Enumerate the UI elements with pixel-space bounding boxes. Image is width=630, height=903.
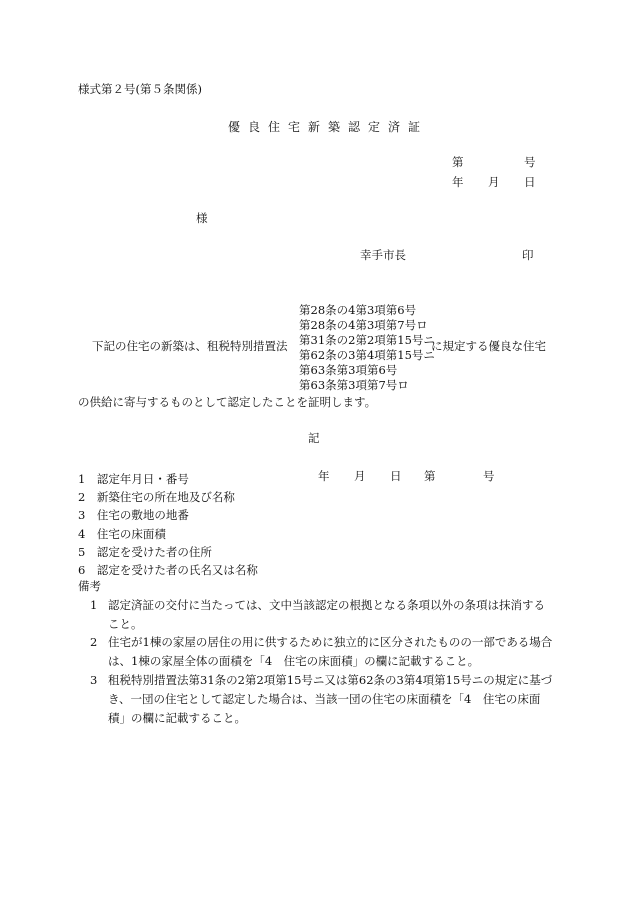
conditions-list bbox=[299, 303, 435, 393]
item1-hi: 日 bbox=[390, 469, 402, 483]
item-6: 6 認定を受けた者の氏名又は名称 bbox=[78, 563, 258, 577]
page-title: 優良住宅新築認定済証 bbox=[228, 120, 429, 134]
form-label: 様式第２号(第５条関係) bbox=[78, 82, 202, 96]
body-continuation: の供給に寄与するものとして認定したことを証明します。 bbox=[78, 395, 377, 409]
body-suffix: に規定する優良な住宅 bbox=[431, 339, 546, 353]
date-tsuki: 月 bbox=[488, 175, 500, 189]
remark-num: 1 bbox=[90, 598, 98, 612]
item-2: 2 新築住宅の所在地及び名称 bbox=[78, 490, 235, 504]
number-go: 号 bbox=[524, 155, 536, 169]
item-1: 1 認定年月日・番号 bbox=[78, 472, 189, 486]
condition-item: 第31条の2第2項第15号ニ bbox=[299, 333, 435, 347]
ki-heading: 記 bbox=[308, 431, 320, 445]
number-dai: 第 bbox=[452, 155, 464, 169]
item-4: 4 住宅の床面積 bbox=[78, 527, 166, 541]
item-3: 3 住宅の敷地の地番 bbox=[78, 508, 189, 522]
issuer: 幸手市長 bbox=[360, 248, 406, 262]
item1-tsuki: 月 bbox=[354, 469, 366, 483]
addressee-suffix: 様 bbox=[196, 211, 208, 225]
remark-text: 租税特別措置法第31条の2第2項第15号ニ又は第62条の3第4項第15号ニの規定に基づき、一団の住宅として認定した場合は、当該一団の住宅の床面積を「4 住宅の床面積」の欄に記載すること。 bbox=[108, 673, 553, 725]
remark-text: 住宅が1棟の家屋の居住の用に供するために独立的に区分されたものの一部である場合は、1棟の家屋全体の面積を「4 住宅の床面積」の欄に記載すること。 bbox=[108, 635, 553, 668]
body-prefix: 下記の住宅の新築は、租税特別措置法 bbox=[92, 339, 288, 353]
remark-num: 2 bbox=[90, 635, 98, 649]
item1-dai: 第 bbox=[424, 469, 436, 483]
item1-nen: 年 bbox=[318, 469, 330, 483]
remark-text: 認定済証の交付に当たっては、文中当該認定の根拠となる条項以外の条項は抹消すること。 bbox=[108, 598, 545, 631]
condition-item: 第63条第3項第6号 bbox=[299, 363, 398, 377]
item-5: 5 認定を受けた者の住所 bbox=[78, 545, 212, 559]
condition-item: 第28条の4第3項第7号ロ bbox=[299, 318, 428, 332]
condition-item: 第63条第3項第7号ロ bbox=[299, 378, 409, 392]
condition-item: 第62条の3第4項第15号ニ bbox=[299, 348, 435, 362]
seal-mark: 印 bbox=[522, 248, 534, 262]
remark-num: 3 bbox=[90, 673, 98, 687]
condition-item: 第28条の4第3項第6号 bbox=[299, 303, 417, 317]
item1-go: 号 bbox=[483, 469, 495, 483]
date-hi: 日 bbox=[524, 175, 536, 189]
remarks-heading: 備考 bbox=[78, 579, 101, 593]
date-nen: 年 bbox=[452, 175, 464, 189]
